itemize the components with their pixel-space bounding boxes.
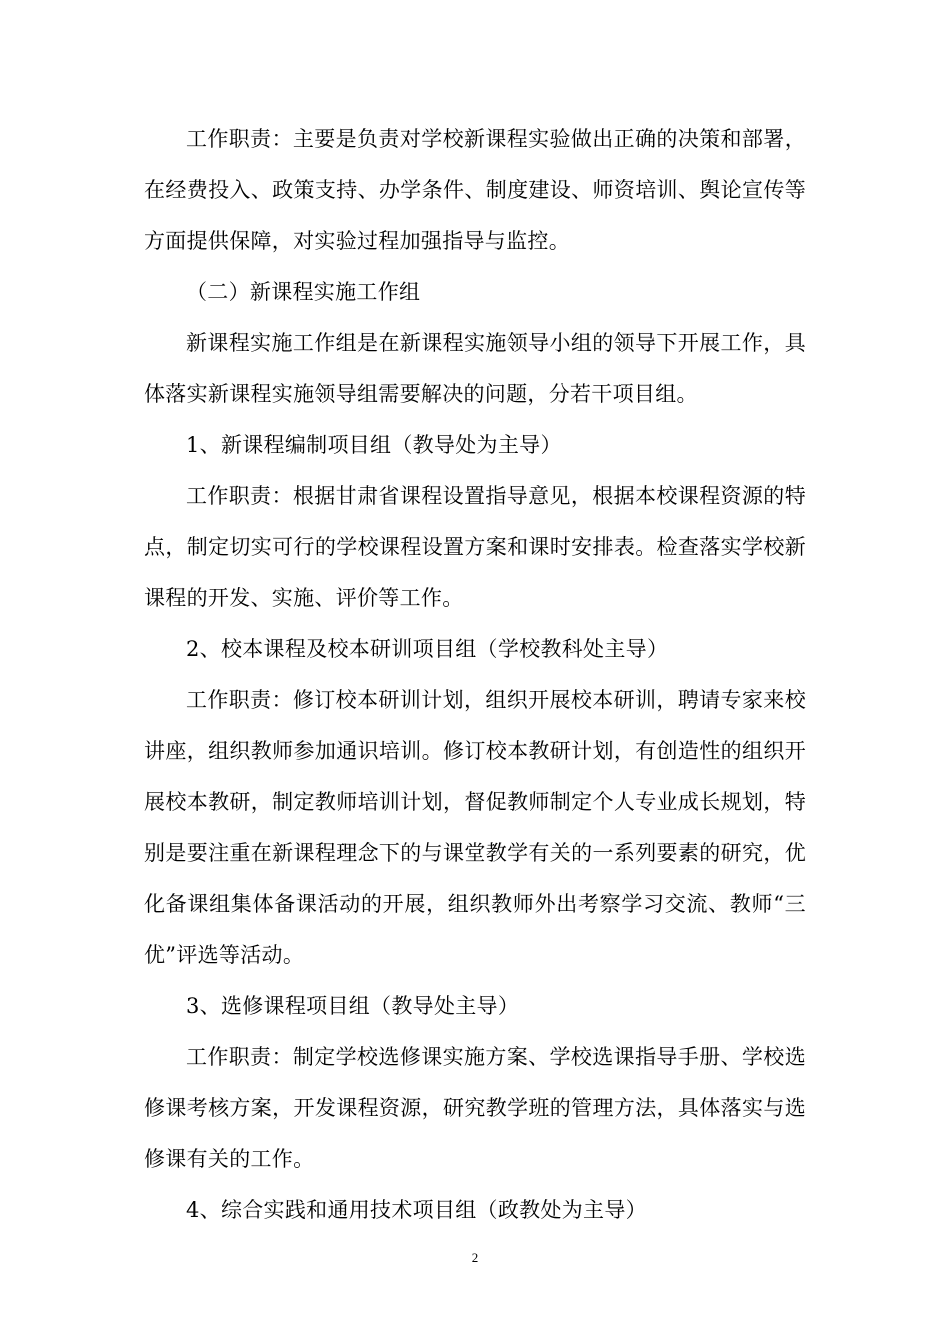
page-number: 2 bbox=[471, 1250, 479, 1265]
item-heading-school-based-curriculum: 2、校本课程及校本研训项目组（学校教科处主导） bbox=[186, 637, 669, 661]
paragraph-duties-leadership: 工作职责：主要是负责对学校新课程实验做出正确的决策和部署，在经费投入、政策支持、办学条件、制度建设、师资培训、舆论宣传等方面提供保障，对实验过程加强指导与监控。 bbox=[144, 127, 806, 253]
section-heading-implementation-group: （二）新课程实施工作组 bbox=[186, 280, 421, 304]
item-heading-elective-courses: 3、选修课程项目组（教导处主导） bbox=[186, 994, 520, 1018]
item-heading-practice-technology: 4、综合实践和通用技术项目组（政教处为主导） bbox=[186, 1198, 647, 1222]
paragraph-duties-school-based-curriculum: 工作职责：修订校本研训计划，组织开展校本研训，聘请专家来校讲座，组织教师参加通识培训。修订校本教研计划，有创造性的组织开展校本教研，制定教师培训计划，督促教师制定个人专业成长规划，特别是要注重在新课程理念下的与课堂教学有关的一系列要素的研究，优化备课组集体备课活动的开展，组织教师外出考察学习交流、教师“三优”评选等活动。 bbox=[144, 688, 806, 967]
paragraph-duties-elective-courses: 工作职责：制定学校选修课实施方案、学校选课指导手册、学校选修课考核方案，开发课程资源，研究教学班的管理方法，具体落实与选修课有关的工作。 bbox=[144, 1045, 806, 1171]
document-body bbox=[144, 114, 806, 1236]
paragraph-implementation-group: 新课程实施工作组是在新课程实施领导小组的领导下开展工作，具体落实新课程实施领导组需要解决的问题，分若干项目组。 bbox=[144, 331, 806, 406]
paragraph-duties-curriculum-design: 工作职责：根据甘肃省课程设置指导意见，根据本校课程资源的特点，制定切实可行的学校课程设置方案和课时安排表。检查落实学校新课程的开发、实施、评价等工作。 bbox=[144, 484, 806, 610]
item-heading-curriculum-design: 1、新课程编制项目组（教导处为主导） bbox=[186, 433, 562, 457]
